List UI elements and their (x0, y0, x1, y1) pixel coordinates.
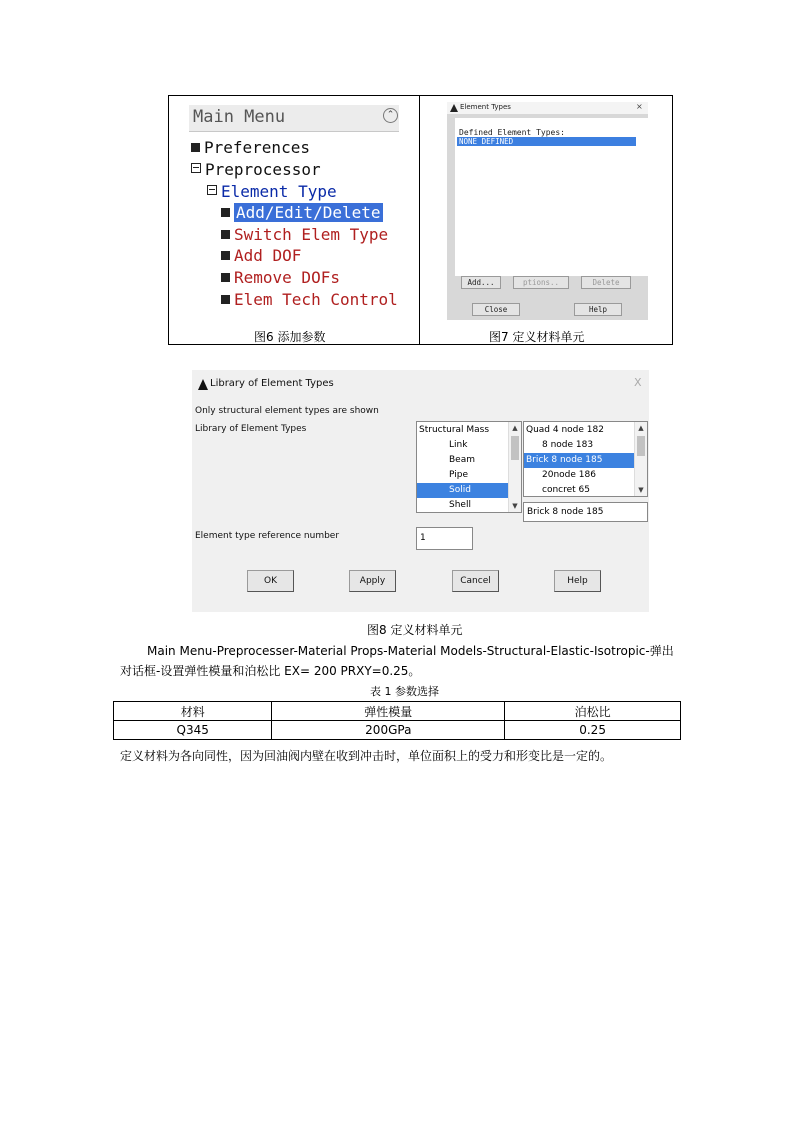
category-item-shell[interactable]: Shell (449, 500, 471, 510)
type-item-quad-182[interactable]: Quad 4 node 182 (526, 425, 604, 435)
ref-number-label: Element type reference number (195, 531, 340, 541)
table-row (114, 721, 681, 740)
close-icon[interactable]: × (636, 102, 643, 111)
menu-leaf-icon (221, 208, 230, 217)
menu-leaf-icon (221, 230, 230, 239)
options-button[interactable]: ptions.. (513, 276, 569, 289)
figure6-caption: 图6 添加参数 (254, 330, 326, 344)
collapse-icon[interactable]: ⌃ (383, 108, 398, 123)
selected-type-field[interactable]: Brick 8 node 185 (523, 502, 648, 522)
ansys-logo-icon (198, 379, 208, 390)
scroll-up-icon[interactable]: ▲ (638, 424, 644, 432)
element-types-title: Element Types (460, 103, 511, 111)
category-item-solid[interactable]: Solid (417, 483, 509, 498)
type-item-183[interactable]: 8 node 183 (542, 440, 594, 450)
type-scrollbar[interactable] (634, 422, 647, 496)
cell-material: Q345 (114, 721, 272, 740)
ansys-logo-icon (450, 104, 458, 112)
element-types-titlebar (447, 102, 648, 114)
category-list[interactable] (416, 421, 522, 513)
menu-item-add-edit-delete[interactable] (221, 203, 383, 223)
library-dialog-title: Library of Element Types (210, 378, 334, 389)
scroll-thumb[interactable] (511, 436, 519, 460)
close-icon[interactable]: X (634, 376, 642, 389)
table-caption: 表 1 参数选择 (370, 685, 439, 698)
main-menu-screenshot (189, 105, 399, 312)
figure8-caption: 图8 定义材料单元 (367, 623, 463, 637)
scroll-down-icon[interactable]: ▼ (512, 502, 518, 510)
header-material: 材料 (114, 702, 272, 721)
paragraph-1-line-1: Main Menu-Preprocesser-Material Props-Material Models-Structural-Elastic-Isotropic-弹出 (147, 644, 674, 658)
figure7-caption: 图7 定义材料单元 (489, 330, 585, 344)
header-elastic-modulus: 弹性模量 (272, 702, 505, 721)
library-element-types-dialog (192, 370, 649, 612)
delete-button[interactable]: Delete (581, 276, 631, 289)
apply-button[interactable]: Apply (349, 570, 396, 592)
menu-item-label: Element Type (221, 182, 337, 201)
category-scrollbar[interactable] (508, 422, 521, 512)
close-button[interactable]: Close (472, 303, 520, 316)
paragraph-2: 定义材料为各向同性，因为回油阀内壁在收到冲击时，单位面积上的受力和形变比是一定的。 (120, 749, 613, 763)
cancel-button[interactable]: Cancel (452, 570, 499, 592)
menu-leaf-icon (191, 143, 200, 152)
type-item-brick-185[interactable]: Brick 8 node 185 (524, 453, 634, 468)
menu-leaf-icon (221, 295, 230, 304)
menu-item-label: Switch Elem Type (234, 225, 389, 244)
cell-elastic-modulus: 200GPa (272, 721, 505, 740)
category-item-link[interactable]: Link (449, 440, 468, 450)
menu-item-preprocessor[interactable] (191, 160, 321, 180)
menu-item-remove-dofs[interactable] (221, 268, 340, 288)
menu-item-label: Preferences (204, 138, 310, 157)
menu-item-switch-elem-type[interactable] (221, 225, 388, 245)
menu-leaf-icon (221, 251, 230, 260)
type-item-186[interactable]: 20node 186 (542, 470, 596, 480)
category-item-beam[interactable]: Beam (449, 455, 475, 465)
help-button[interactable]: Help (554, 570, 601, 592)
menu-item-element-type[interactable] (207, 182, 337, 202)
ref-number-input[interactable]: 1 (416, 527, 473, 550)
element-types-dialog (447, 102, 648, 320)
category-item-pipe[interactable]: Pipe (449, 470, 468, 480)
collapse-toggle-icon (207, 185, 217, 195)
list-item-none-defined[interactable]: NONE DEFINED (457, 137, 636, 146)
main-menu-header (189, 105, 399, 132)
add-button[interactable]: Add... (461, 276, 501, 289)
menu-leaf-icon (221, 273, 230, 282)
paragraph-1-line-2: 对话框-设置弹性模量和泊松比 EX= 200 PRXY=0.25。 (120, 664, 421, 678)
library-label: Library of Element Types (195, 424, 307, 434)
menu-item-preferences[interactable] (191, 138, 310, 158)
menu-item-elem-tech-control[interactable] (221, 290, 398, 310)
element-type-list[interactable] (523, 421, 648, 497)
scroll-thumb[interactable] (637, 436, 645, 456)
ok-button[interactable]: OK (247, 570, 294, 592)
menu-item-label: Remove DOFs (234, 268, 340, 287)
figure-table-divider (419, 95, 420, 345)
header-poisson-ratio: 泊松比 (505, 702, 681, 721)
parameter-table (113, 701, 681, 740)
defined-types-label: Defined Element Types: (459, 128, 565, 137)
cell-poisson-ratio: 0.25 (505, 721, 681, 740)
menu-item-label: Add/Edit/Delete (236, 203, 381, 222)
type-item-concret-65[interactable]: concret 65 (542, 485, 590, 495)
category-item-structural-mass[interactable]: Structural Mass (419, 425, 490, 435)
menu-item-label: Preprocessor (205, 160, 321, 179)
main-menu-title: Main Menu (193, 107, 286, 127)
menu-item-add-dof[interactable] (221, 246, 301, 266)
collapse-toggle-icon (191, 163, 201, 173)
structural-note: Only structural element types are shown (195, 406, 379, 416)
menu-item-label: Add DOF (234, 246, 302, 265)
table-header-row (114, 702, 681, 721)
scroll-up-icon[interactable]: ▲ (512, 424, 518, 432)
help-button[interactable]: Help (574, 303, 622, 316)
scroll-down-icon[interactable]: ▼ (638, 486, 644, 494)
menu-item-label: Elem Tech Control (234, 290, 398, 309)
